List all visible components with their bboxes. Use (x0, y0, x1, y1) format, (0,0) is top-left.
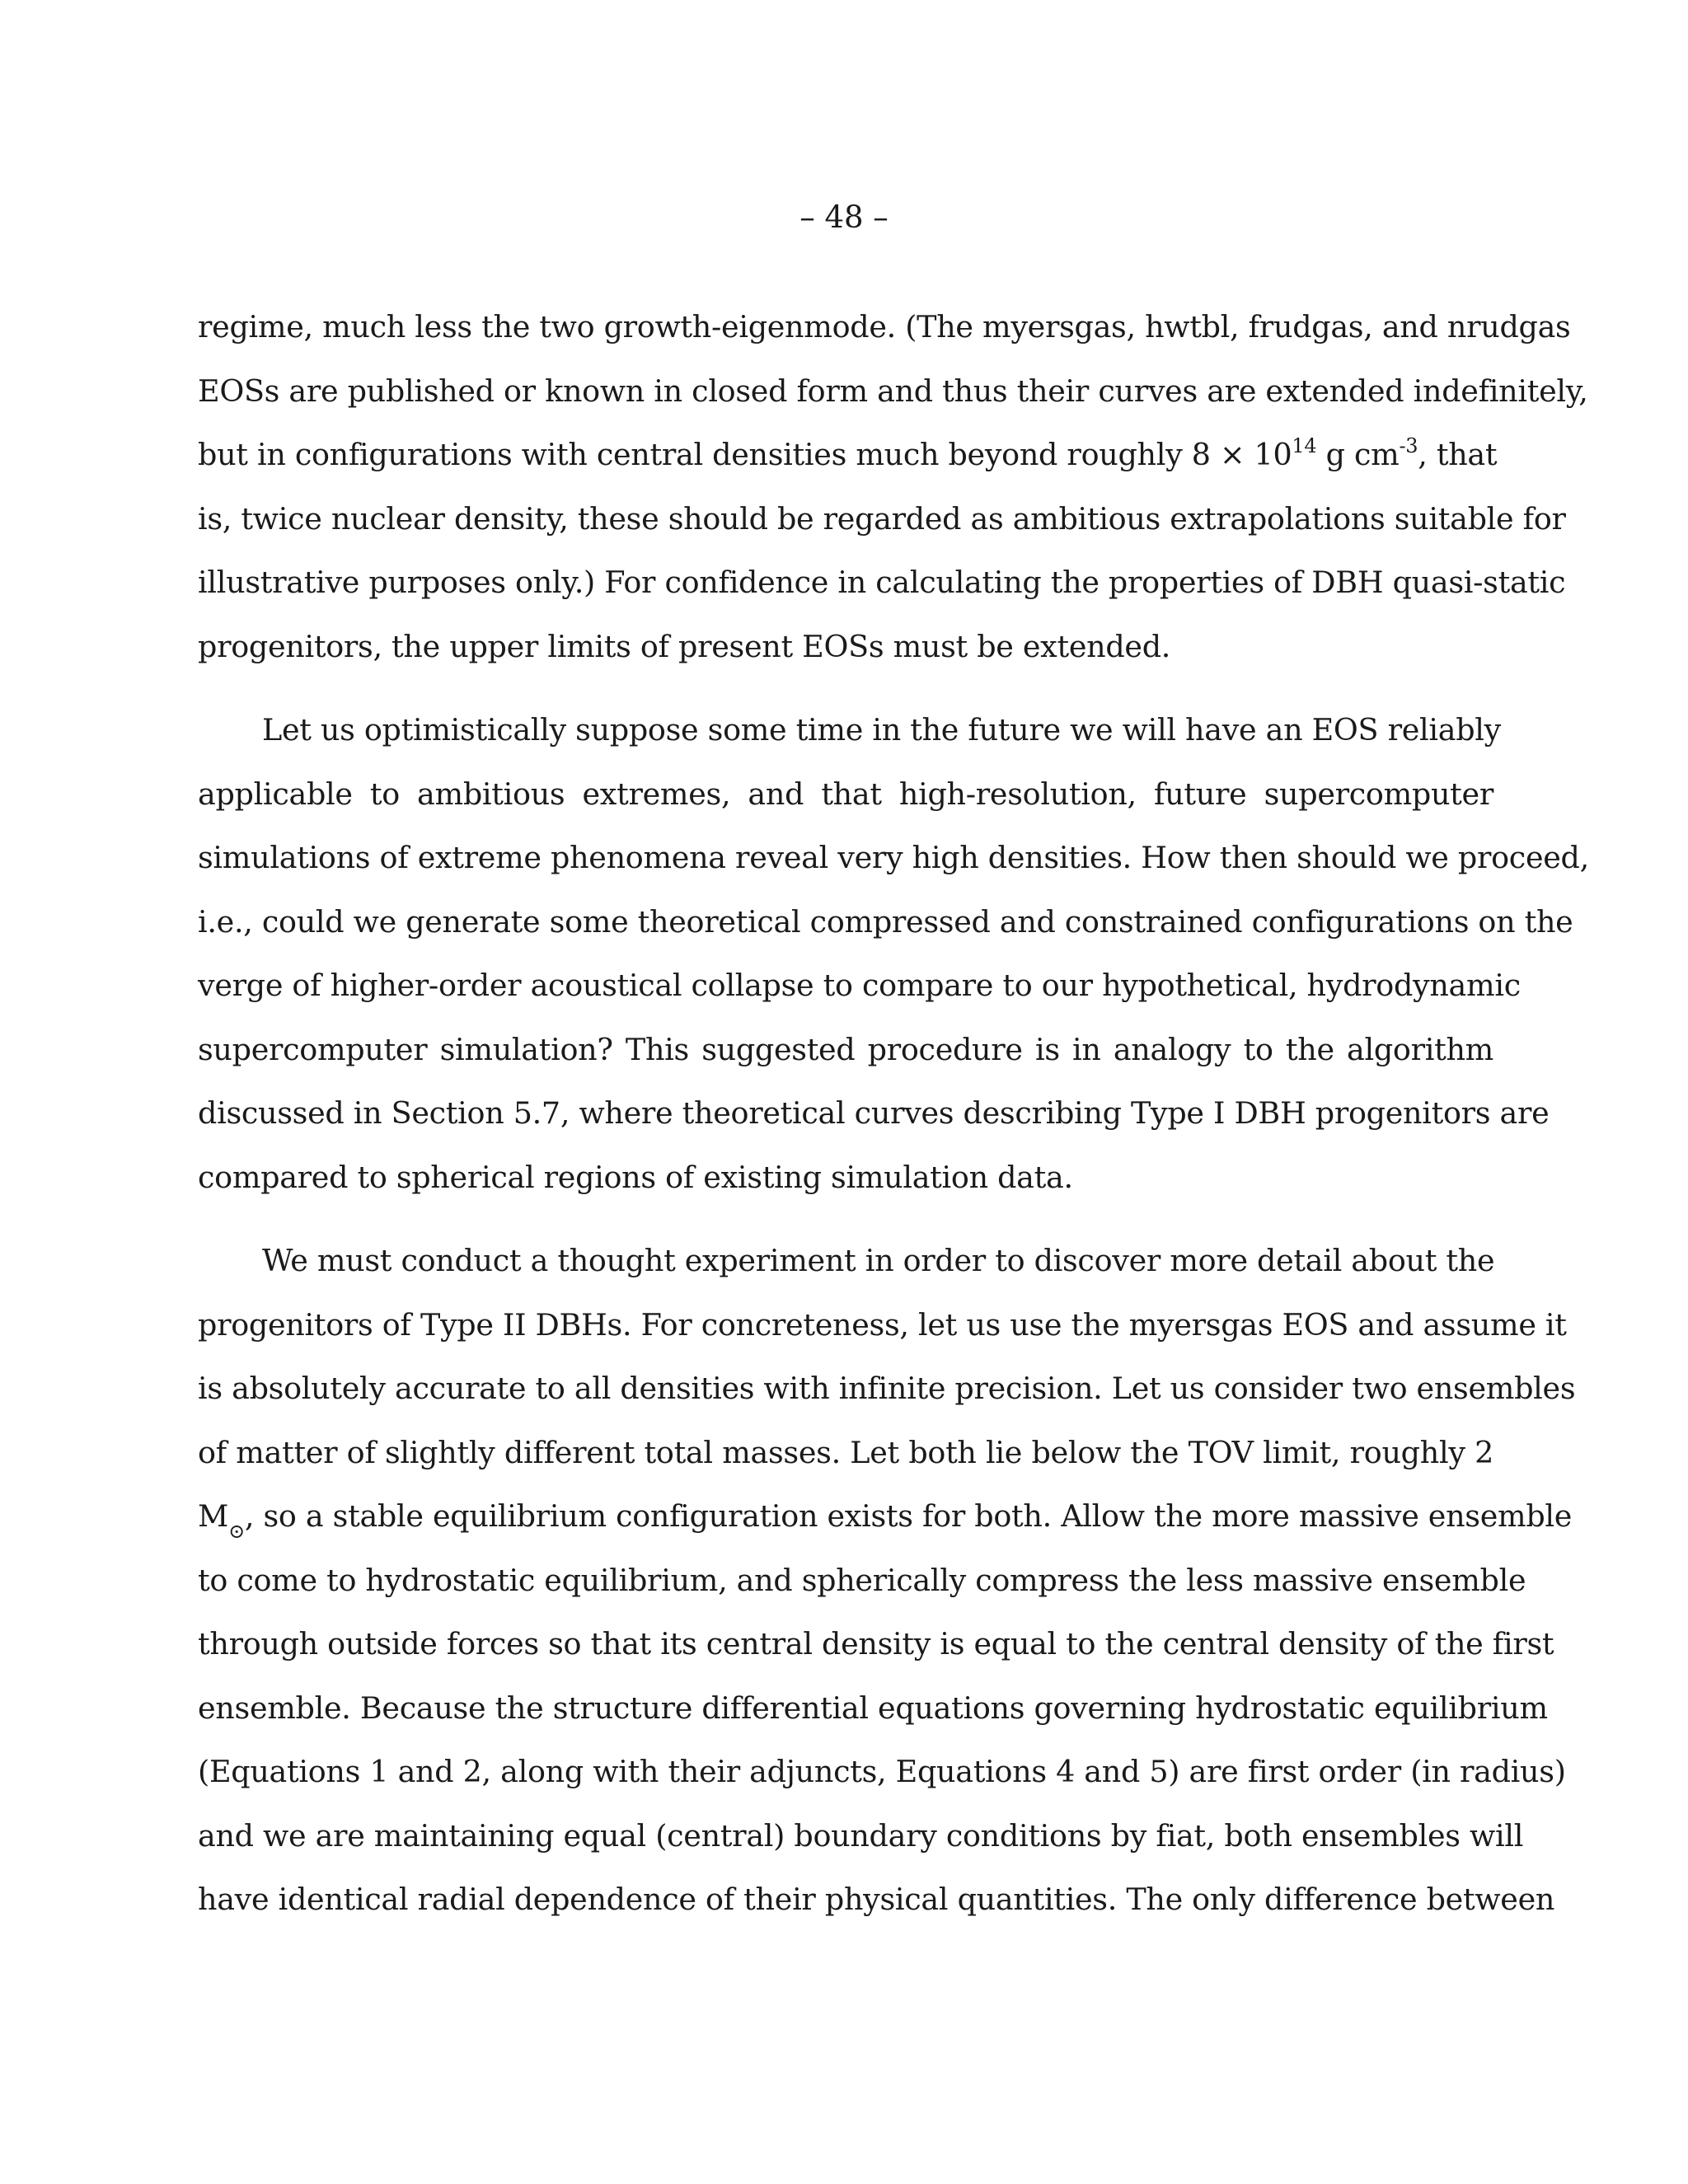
text-line: progenitors of Type II DBHs. For concreteness, let us use the myersgas EOS and assume it (198, 1306, 1567, 1343)
paragraph-1 (198, 295, 1588, 678)
text-line: and we are maintaining equal (central) boundary conditions by fiat, both ensembles will (198, 1817, 1524, 1854)
exponent-superscript: 14 (1292, 434, 1317, 457)
text-line: Let us optimistically suppose some time in the future we will have an EOS reliably (262, 712, 1501, 748)
page-number: – 48 – (799, 199, 889, 235)
solar-symbol-subscript: ⊙ (228, 1520, 245, 1544)
text-line-with-superscripts (198, 423, 1498, 487)
text-line: of matter of slightly different total masses. Let both lie below the TOV limit, roughly 2 (198, 1434, 1493, 1470)
text-line: have identical radial dependence of their physical quantities. The only difference between (198, 1882, 1555, 1917)
text-line: discussed in Section 5.7, where theoretical curves describing Type I DBH progenitors are (198, 1095, 1550, 1131)
text-line: ensemble. Because the structure differential equations governing hydrostatic equilibrium (198, 1690, 1548, 1726)
line-text: M (198, 1498, 229, 1534)
text-line: applicable to ambitious extremes, and that high-resolution, future supercomputer (198, 776, 1493, 812)
text-line-with-subscript (198, 1484, 1573, 1549)
text-line: EOSs are published or known in closed form and thus their curves are extended indefinitely, (198, 373, 1588, 409)
text-line: We must conduct a thought experiment in order to discover more detail about the (262, 1243, 1495, 1278)
text-line: through outside forces so that its central density is equal to the central density of the first (198, 1626, 1554, 1661)
line-text: , that (1418, 437, 1498, 472)
text-line: i.e., could we generate some theoretical compressed and constrained configurations on the (198, 903, 1573, 940)
line-text: g cm (1316, 437, 1400, 472)
paragraph-2 (198, 698, 1589, 1209)
exponent-superscript: -3 (1399, 434, 1418, 457)
text-line: to come to hydrostatic equilibrium, and spherically compress the less massive ensemble (198, 1562, 1526, 1598)
text-line: (Equations 1 and 2, along with their adjuncts, Equations 4 and 5) are first order (in radius) (198, 1754, 1566, 1789)
text-line: compared to spherical regions of existing simulation data. (198, 1159, 1073, 1195)
line-text: , so a stable equilibrium configuration exists for both. Allow the more massive ensemble (244, 1498, 1573, 1534)
text-line: progenitors, the upper limits of present EOSs must be extended. (198, 628, 1171, 664)
text-line: regime, much less the two growth-eigenmode. (The myersgas, hwtbl, frudgas, and nrudgas (198, 309, 1571, 344)
paragraph-3 (198, 1229, 1576, 1932)
text-line: is absolutely accurate to all densities with infinite precision. Let us consider two ensembles (198, 1371, 1576, 1406)
text-line: verge of higher-order acoustical collapse to compare to our hypothetical, hydrodynamic (198, 968, 1521, 1003)
text-line: supercomputer simulation? This suggested procedure is in analogy to the algorithm (198, 1031, 1493, 1067)
body-text (198, 295, 1589, 1932)
line-text: but in configurations with central densities much beyond roughly 8 × 10 (198, 437, 1292, 472)
text-line: simulations of extreme phenomena reveal very high densities. How then should we proceed, (198, 840, 1589, 875)
text-line: illustrative purposes only.) For confidence in calculating the properties of DBH quasi-static (198, 565, 1566, 600)
text-line: is, twice nuclear density, these should be regarded as ambitious extrapolations suitable for (198, 500, 1566, 537)
